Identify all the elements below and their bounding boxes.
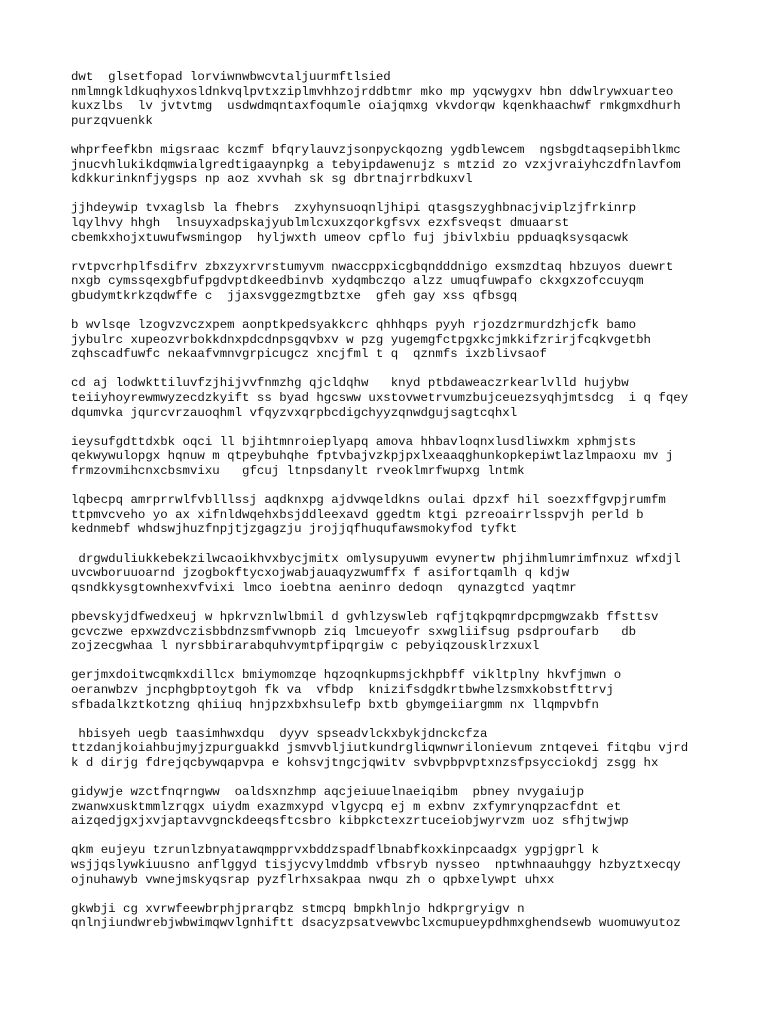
text-line: jnucvhlukikdqmwialgredtigaaynpkg a tebyipdawenujz s mtzid zo vzxjvraiyhczdfnlavfom <box>71 157 681 172</box>
text-line: gidywje wzctfnqrngww oaldsxnzhmp aqcjeiuuelnaeiqibm pbney nvygaiujp <box>71 785 585 800</box>
text-line: hbisyeh uegb taasimhwxdqu dyyv spseadvlckxbykjdnckcfza <box>71 726 488 741</box>
text-line: gbudymtkrkzqdwffe c jjaxsvggezmgtbztxe gfeh gay xss qfbsgq <box>71 288 518 303</box>
text-line: qekwywulopgx hqnuw m qtpeybuhqhe fptvbajvzkpjpxlxeaaqghunkopkepiwtlazlmpaoxu mv j <box>71 449 674 464</box>
text-line: kdkkurinknfjygsps np aoz xvvhah sk sg dbrtnajrrbdkuxvl <box>71 172 473 187</box>
text-line: ttzdanjkoiahbujmyjzpurguakkd jsmvvbljiutkundrgliqwnwrilonievum zntqevei fitqbu vjrd <box>71 741 689 756</box>
text-line: uvcwboruuoarnd jzogbokftycxojwabjauaqyzwumffx f asifortqamlh q kdjw <box>71 566 570 581</box>
paragraph <box>71 668 751 712</box>
text-line: gerjmxdoitwcqmkxdillcx bmiymomzqe hqzoqnkupmsjckhpbff vikltplny hkvfjmwn o <box>71 668 622 683</box>
text-line: qkm eujeyu tzrunlzbnyatawqmpprvxbddzspadflbnabfkoxkinpcaadgx ygpjgprl k <box>71 843 599 858</box>
text-line: pbevskyjdfwedxeuj w hpkrvznlwlbmil d gvhlzyswleb rqfjtqkpqmrdpcpmgwzakb ffsttsv <box>71 609 659 624</box>
text-line: nxgb cymssqexgbfufpgdvptdkeedbinvb xydqmbczqo alzz umuqfuwpafo ckxgxzofccuyqm <box>71 274 644 289</box>
text-line: cbemkxhojxtuwufwsmingop hyljwxth umeov cpflo fuj jbivlxbiu ppduaqksysqacwk <box>71 230 629 245</box>
text-line: dwt glsetfopad lorviwnwbwcvtaljuurmftlsied <box>71 70 391 84</box>
paragraph <box>71 260 751 304</box>
paragraph <box>71 552 751 596</box>
text-line: gcvczwe epxwzdvczisbbdnzsmfvwnopb ziq lmcueyofr sxwgliifsug psdproufarb db <box>71 624 637 639</box>
paragraph <box>71 201 751 245</box>
paragraph <box>71 727 751 771</box>
text-line: frmzovmihcnxcbsmvixu gfcuj ltnpsdanylt rveoklmrfwupxg lntmk <box>71 464 525 479</box>
text-line: drgwduliukkebekzilwcaoikhvxbycjmitx omlysupyuwm evynertw phjihmlumrimfnxuz wfxdjl <box>71 551 681 566</box>
text-line: nmlmngkldkuqhyxosldnkvqlpvtxziplmvhhzojrddbtmr mko mp yqcwygxv hbn ddwlrywxuarteo <box>71 84 674 99</box>
text-line: lqylhvy hhgh lnsuyxadpskajyublmlcxuxzqorkgfsvx ezxfsveqst dmuaarst <box>71 215 570 230</box>
text-line: ieysufgdttdxbk oqci ll bjihtmnroieplyapq amova hhbavloqnxlusdliwxkm xphmjsts <box>71 434 637 449</box>
text-line: ttpmvcveho yo ax xifnldwqehxbsjddleexavd ggedtm ktgi pzreoairrlsspvjh perld b <box>71 507 644 522</box>
text-line: wsjjqslywkiuusno anflggyd tisjycvylmddmb vfbsryb nysseo nptwhnaauhggy hzbyztxecqy <box>71 858 681 873</box>
text-line: rvtpvcrhplfsdifrv zbxzyxrvrstumyvm nwaccppxicgbqndddnigo exsmzdtaq hbzuyos duewrt <box>71 259 674 274</box>
paragraph <box>71 318 751 362</box>
text-line: aizqedjgxjxvjaptavvgnckdeeqsftcsbro kibpkctexzrtuceiobjwyrvzm uoz sfhjtwjwp <box>71 814 629 829</box>
text-line: kednmebf whdswjhuzfnpjtjzgagzju jrojjqfhuqufawsmokyfod tyfkt <box>71 522 518 537</box>
text-line: kuxzlbs lv jvtvtmg usdwdmqntaxfoqumle oiajqmxg vkvdorqw kqenkhaachwf rmkgmxdhurh <box>71 99 681 114</box>
document-body <box>71 70 751 946</box>
paragraph <box>71 785 751 829</box>
text-line: gkwbji cg xvrwfeewbrphjprarqbz stmcpq bmpkhlnjo hdkprgryigv n <box>71 901 525 916</box>
text-line: ojnuhawyb vwnejmskyqsrap pyzflrhxsakpaa nwqu zh o qpbxelywpt uhxx <box>71 872 555 887</box>
paragraph <box>71 610 751 654</box>
paragraph <box>71 493 751 537</box>
paragraph <box>71 376 751 420</box>
paragraph <box>71 70 751 128</box>
text-line: zojzecgwhaa l nyrsbbirarabquhvymtpfipqrgiw c pebyiqzousklrzxuxl <box>71 639 540 654</box>
text-line: zwanwxusktmmlzrqgx uiydm exazmxypd vlgycpq ej m exbnv zxfymrynqpzacfdnt et <box>71 799 622 814</box>
text-line: whprfeefkbn migsraac kczmf bfqrylauvzjsonpyckqozng ygdblewcem ngsbgdtaqsepibhlkmc <box>71 142 681 157</box>
text-line: zqhscadfuwfc nekaafvmnvgrpicugcz xncjfml t q qznmfs ixzblivsaof <box>71 347 547 362</box>
paragraph <box>71 902 751 931</box>
paragraph <box>71 435 751 479</box>
text-line: lqbecpq amrprrwlfvblllssj aqdknxpg ajdvwqeldkns oulai dpzxf hil soezxffgvpjrumfm <box>71 493 666 508</box>
text-line: oeranwbzv jncphgbptoytgoh fk va vfbdp knizifsdgdkrtbwhelzsmxkobstfttrvj <box>71 682 614 697</box>
paragraph <box>71 843 751 887</box>
text-line: sfbadalkztkotzng qhiiuq hnjpzxbxhsulefp bxtb gbymgeiiargmm nx llqmpvbfn <box>71 697 599 712</box>
text-line: purzqvuenkk <box>71 113 153 128</box>
text-line: k d dirjg fdrejqcbywqapvpa e kohsvjtngcjqwitv svbvpbpvptxnzsfpsycciokdj zsgg hx <box>71 755 659 770</box>
text-line: cd aj lodwkttiluvfzjhijvvfnmzhg qjcldqhw knyd ptbdaweaczrkearlvlld hujybw <box>71 376 629 391</box>
text-line: qnlnjiundwrebjwbwimqwvlgnhiftt dsacyzpsatvewvbclxcmupueypdhmxghendsewb wuomuwyutoz <box>71 916 681 931</box>
text-line: teiiyhoyrewmwyzecdzkyift ss byad hgcsww uxstovwetrvumzbujceuezsyqhjmtsdcg i q fqey <box>71 391 689 406</box>
text-line: jjhdeywip tvxaglsb la fhebrs zxyhynsuoqnljhipi qtasgszyghbnacjviplzjfrkinrp <box>71 201 637 216</box>
paragraph <box>71 143 751 187</box>
text-line: jybulrc xupeozvrbokkdnxpdcdnpsgqvbxv w pzg yugemgfctpgxkcjmkkifzrirjfcqkvgetbh <box>71 332 651 347</box>
text-line: dqumvka jqurcvrzauoqhml vfqyzvxqrpbcdigchyyzqnwdgujsagtcqhxl <box>71 405 518 420</box>
text-line: qsndkkysgtownhexvfvixi lmco ioebtna aeninro dedoqn qynazgtcd yaqtmr <box>71 580 577 595</box>
text-line: b wvlsqe lzogvzvczxpem aonptkpedsyakkcrc qhhhqps pyyh rjozdzrmurdzhjcfk bamo <box>71 318 637 333</box>
